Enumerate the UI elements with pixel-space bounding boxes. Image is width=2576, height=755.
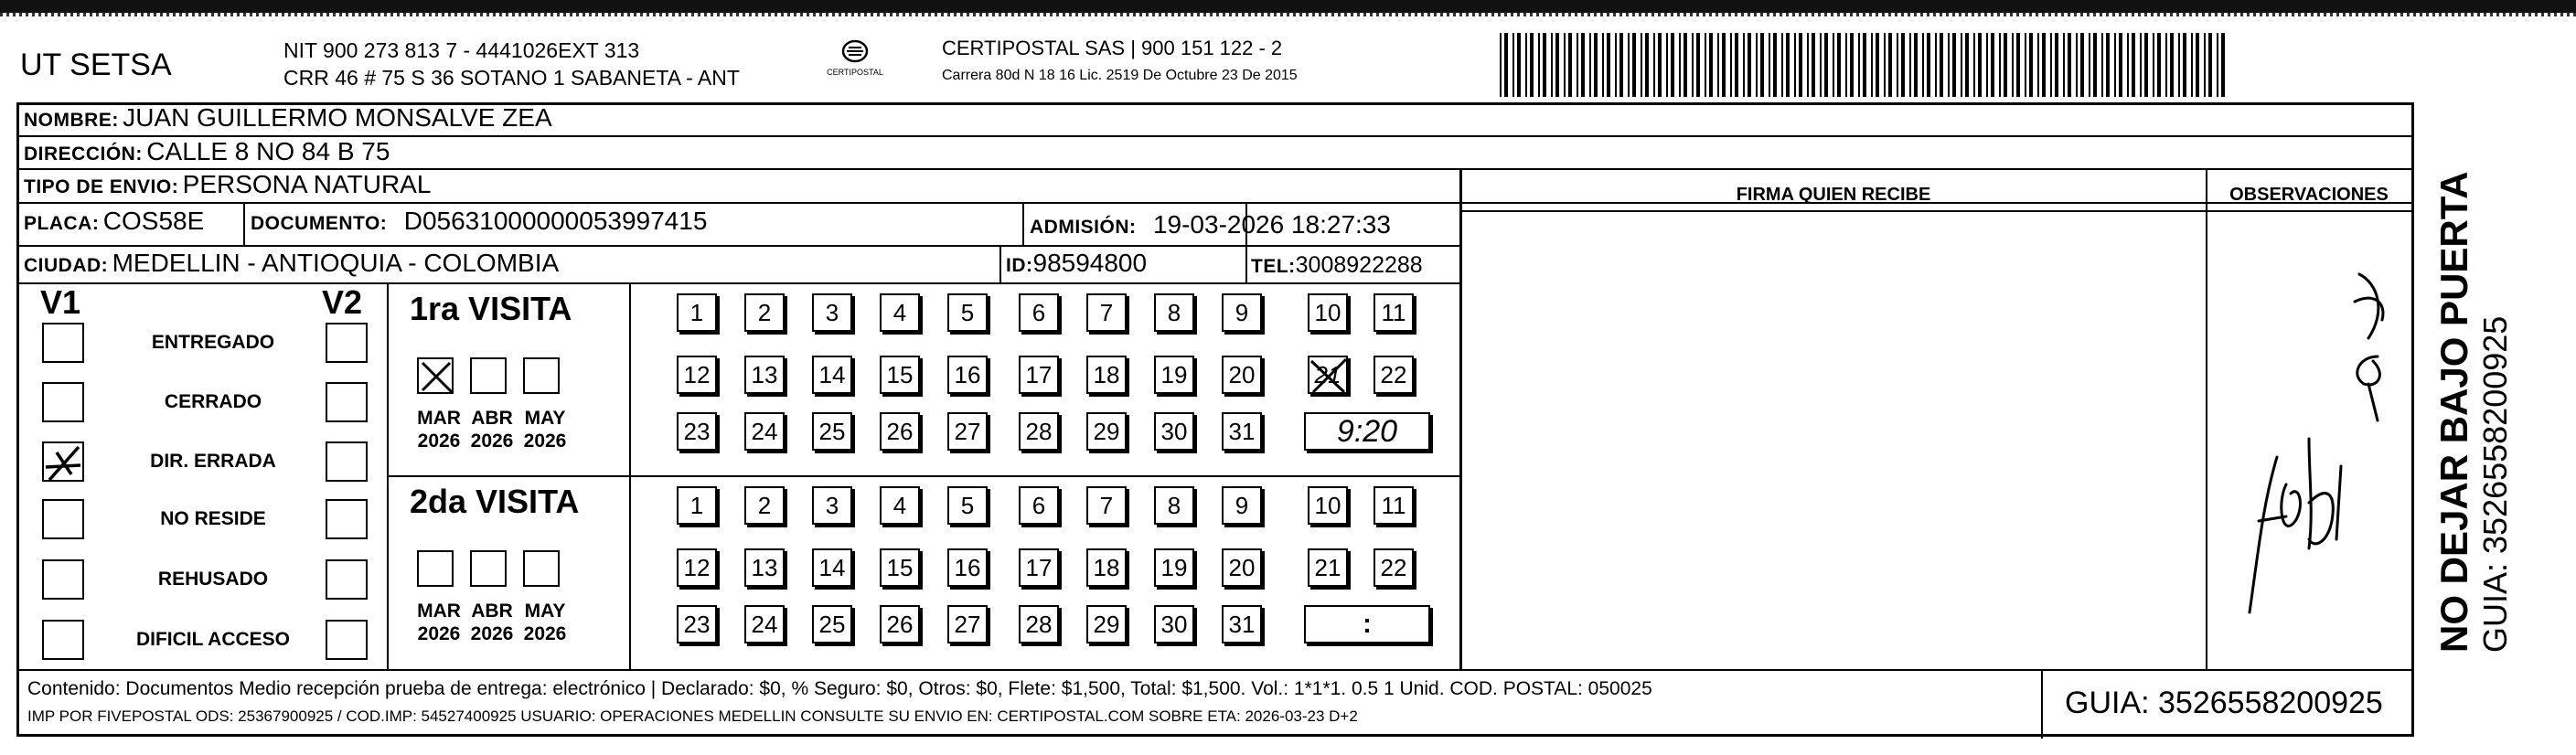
day-box[interactable]: 5 [947,486,988,525]
v2-checkbox[interactable] [326,499,368,539]
row-divider [16,282,1461,284]
day-box[interactable]: 29 [1086,605,1127,643]
v2-checkbox[interactable] [326,382,368,422]
day-box[interactable]: 21 [1308,548,1348,587]
seal-text: CERTIPOSTAL [827,68,883,77]
v1-checkbox[interactable] [42,441,84,482]
v1-checkbox[interactable] [42,323,84,363]
side-text [2432,171,2515,653]
day-box[interactable]: 20 [1222,548,1262,587]
day-box[interactable]: 24 [744,605,785,643]
placa-value: COS58E [102,207,205,235]
day-box[interactable]: 17 [1019,356,1059,394]
direccion-value: CALLE 8 NO 84 B 75 [146,137,390,165]
day-box[interactable]: 9 [1222,293,1262,332]
observaciones-handwriting [2222,247,2405,631]
day-box[interactable]: 28 [1019,412,1059,451]
observaciones-text: Falta Apto [2222,247,2227,248]
day-box[interactable]: 25 [812,412,852,451]
col-divider [1022,202,1024,245]
tel-value: 3008922288 [1295,252,1423,278]
day-box[interactable]: 24 [744,412,785,451]
v2-checkbox[interactable] [326,323,368,363]
day-box[interactable]: 26 [880,605,920,643]
day-box[interactable]: 30 [1154,412,1194,451]
observaciones-header: OBSERVACIONES [2229,185,2389,205]
day-box[interactable]: 16 [947,356,988,394]
row-divider [387,475,1461,477]
day-box[interactable]: 8 [1154,293,1194,332]
visit-time[interactable]: : [1304,605,1430,643]
day-box[interactable]: 5 [947,293,988,332]
day-box[interactable]: 18 [1086,356,1127,394]
nombre-value: JUAN GUILLERMO MONSALVE ZEA [123,103,552,132]
ciudad-value: MEDELLIN - ANTIOQUIA - COLOMBIA [112,249,560,277]
day-box[interactable]: 8 [1154,486,1194,525]
row-divider [16,669,2414,671]
col-divider [243,202,245,245]
month-label: MAR 2026 [417,408,461,452]
v1-checkbox[interactable] [42,559,84,600]
status-label: REHUSADO [157,569,269,590]
day-box[interactable]: 23 [677,605,717,643]
day-cross-mark-icon [1308,356,1350,400]
day-box[interactable]: 10 [1308,293,1348,332]
ciudad-cell [24,249,559,278]
month-checkbox[interactable] [470,357,507,394]
v1-label: V1 [40,283,81,321]
firma-header: FIRMA QUIEN RECIBE [1736,185,1931,205]
placa-cell [24,207,204,236]
direccion-row [24,137,390,166]
col-divider [1459,168,1462,671]
admision-value: 19-03-2026 18:27:33 [1152,210,1391,239]
tipo-envio-value: PERSONA NATURAL [182,170,432,198]
day-box[interactable]: 4 [880,293,920,332]
tel-cell [1251,252,1423,279]
top-scan-band [0,0,2576,13]
day-box[interactable]: 12 [677,548,717,587]
day-box[interactable]: 31 [1222,412,1262,451]
cross-mark-icon [419,359,455,396]
day-box[interactable]: 6 [1019,293,1059,332]
day-box[interactable]: 1 [677,293,717,332]
day-box[interactable]: 29 [1086,412,1127,451]
row-divider [16,245,1461,247]
day-box[interactable]: 21 [1308,356,1348,394]
documento-value: D05631000000053997415 [403,207,708,235]
id-label: ID: [1006,255,1033,276]
admision-cell [1030,210,1391,239]
status-label: DIFICIL ACCESO [135,629,290,650]
day-box[interactable]: 14 [812,548,852,587]
day-box[interactable]: 25 [812,605,852,643]
direccion-label: DIRECCIÓN: [24,144,143,165]
day-box[interactable]: 23 [677,412,717,451]
day-box[interactable]: 15 [880,356,920,394]
day-box[interactable]: 7 [1086,486,1127,525]
side-guia: GUIA: 3526558200925 [2476,315,2514,653]
guia-number: GUIA: 3526558200925 [2065,686,2383,720]
visit-title: 1ra VISITA [410,290,572,327]
certipostal-line: CERTIPOSTAL SAS | 900 151 122 - 2 [942,37,1283,59]
day-box[interactable]: 15 [880,548,920,587]
id-cell [1006,249,1147,278]
day-box[interactable]: 11 [1374,293,1414,332]
day-box[interactable]: 2 [744,486,785,525]
day-box[interactable]: 26 [880,412,920,451]
footer-impresion: IMP POR FIVEPOSTAL ODS: 25367900925 / COD.IMP: 54527400925 USUARIO: OPERACIONES MEDELLIN CONSULTE SU ENVIO EN: CERTIPOSTAL.COM SOBRE ETA: 2026-03-23 D+2 [27,707,1358,725]
row-divider [1461,210,2414,212]
visit-title: 2da VISITA [410,483,580,520]
day-box[interactable]: 19 [1154,548,1194,587]
status-label: CERRADO [164,391,262,412]
v2-checkbox[interactable] [326,620,368,660]
day-box[interactable]: 27 [947,605,988,643]
day-box[interactable]: 31 [1222,605,1262,643]
check-mark-icon [44,443,86,484]
day-box[interactable]: 27 [947,412,988,451]
day-box[interactable]: 6 [1019,486,1059,525]
status-label: ENTREGADO [151,332,275,353]
day-box[interactable]: 19 [1154,356,1194,394]
day-box[interactable]: 11 [1374,486,1414,525]
status-label: NO RESIDE [160,508,266,529]
certipostal-block [942,35,1298,90]
nombre-label: NOMBRE: [24,110,119,131]
day-box[interactable]: 1 [677,486,717,525]
day-box[interactable]: 17 [1019,548,1059,587]
day-box[interactable]: 3 [812,486,852,525]
month-checkbox[interactable] [523,357,560,394]
nit-line: NIT 900 273 813 7 - 4441026EXT 313 [283,38,640,62]
ciudad-label: CIUDAD: [24,255,109,276]
certipostal-license: Carrera 80d N 18 16 Lic. 2519 De Octubre 23 De 2015 [942,68,1298,83]
month-label: ABR 2026 [470,408,514,452]
tipo-envio-label: TIPO DE ENVIO: [24,176,179,197]
day-box[interactable]: 30 [1154,605,1194,643]
tel-label: TEL: [1251,256,1296,277]
certipostal-seal-icon [818,37,892,82]
day-box[interactable]: 22 [1374,356,1414,394]
placa-label: PLACA: [24,213,100,234]
v1-checkbox[interactable] [42,382,84,422]
day-box[interactable]: 7 [1086,293,1127,332]
col-divider [999,245,1001,282]
day-box[interactable]: 3 [812,293,852,332]
company-name: UT SETSA [20,48,172,82]
status-label: DIR. ERRADA [150,451,276,472]
day-box[interactable]: 13 [744,548,785,587]
day-box[interactable]: 4 [880,486,920,525]
address-line: CRR 46 # 75 S 36 SOTANO 1 SABANETA - ANT [283,66,740,90]
month-checkbox[interactable] [417,357,454,394]
day-box[interactable]: 13 [744,356,785,394]
nombre-row [24,103,552,133]
month-checkbox[interactable] [470,550,507,587]
barcode-icon [1500,33,2231,97]
month-label: MAY 2026 [523,408,567,452]
day-box[interactable]: 9 [1222,486,1262,525]
footer-contenido: Contenido: Documentos Medio recepción prueba de entrega: electrónico | Declarado: $0, % Seguro: $0, Otros: $0, Flete: $1,500, Total: $1,500. Vol.: 1*1*1. 0.5 1 Unid. COD. POSTAL: 050025 [27,678,1652,699]
day-box[interactable]: 20 [1222,356,1262,394]
v2-checkbox[interactable] [326,559,368,600]
month-checkbox[interactable] [523,550,560,587]
no-dejar-bajo-puerta: NO DEJAR BAJO PUERTA [2432,171,2475,653]
documento-cell [251,207,707,236]
col-divider [2206,168,2207,671]
tipo-envio-row [24,170,431,199]
col-divider [2041,669,2043,739]
month-label: MAY 2026 [523,601,567,644]
month-checkbox[interactable] [417,550,454,587]
day-box[interactable]: 28 [1019,605,1059,643]
day-box[interactable]: 12 [677,356,717,394]
day-box[interactable]: 2 [744,293,785,332]
day-box[interactable]: 16 [947,548,988,587]
id-value: 98594800 [1032,249,1148,277]
documento-label: DOCUMENTO: [251,213,388,234]
visit-time[interactable]: 9:20 [1304,412,1430,451]
month-label: ABR 2026 [470,601,514,644]
v1-checkbox[interactable] [42,499,84,539]
day-box[interactable]: 14 [812,356,852,394]
day-box[interactable]: 10 [1308,486,1348,525]
month-label: MAR 2026 [417,601,461,644]
admision-label: ADMISIÓN: [1030,217,1137,238]
company-nit-block [283,37,740,91]
day-box[interactable]: 22 [1374,548,1414,587]
v1-checkbox[interactable] [42,620,84,660]
v2-label: V2 [322,283,363,321]
v2-checkbox[interactable] [326,441,368,482]
day-box[interactable]: 18 [1086,548,1127,587]
